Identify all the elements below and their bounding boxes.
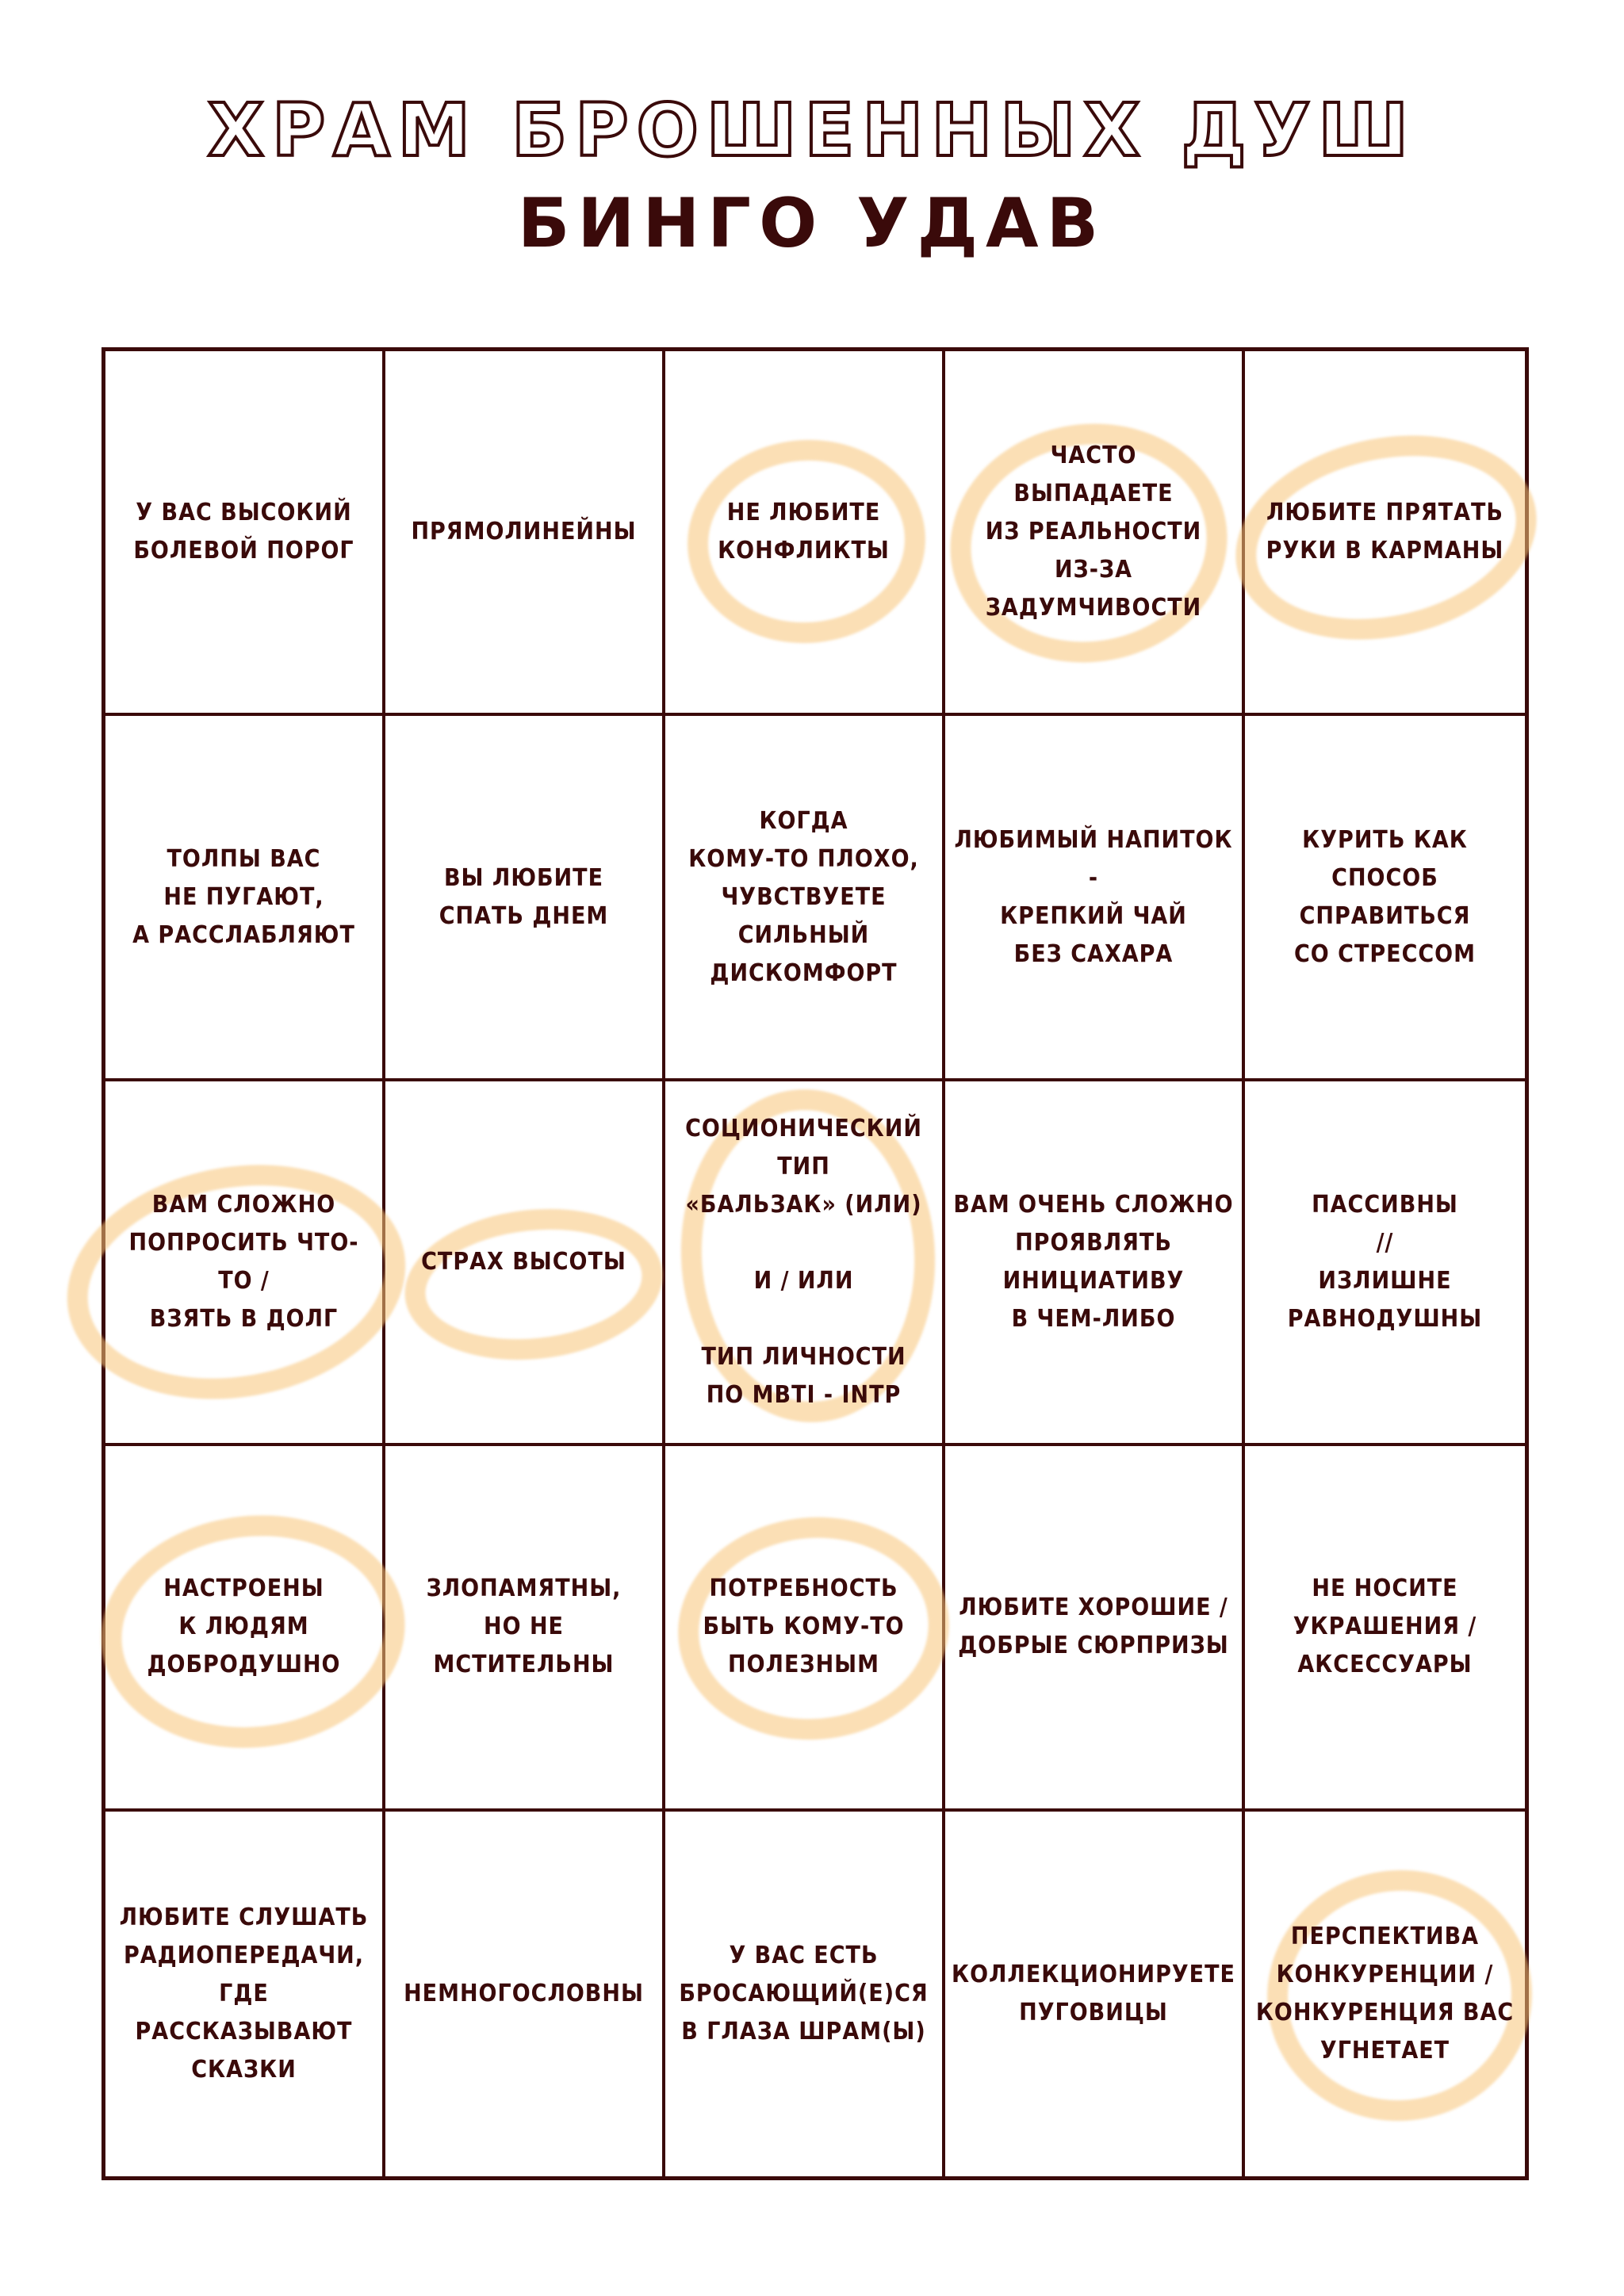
bingo-cell[interactable] <box>945 1446 1245 1811</box>
bingo-cell-label: ЧАСТО ВЫПАДАЕТЕ ИЗ РЕАЛЬНОСТИ ИЗ-ЗА ЗАДУМЧИВОСТИ <box>985 442 1202 622</box>
bingo-cell[interactable] <box>105 1446 385 1811</box>
bingo-cell[interactable] <box>665 716 945 1081</box>
bingo-cell-label: ВАМ СЛОЖНО ПОПРОСИТЬ ЧТО-ТО / ВЗЯТЬ В ДОЛГ <box>128 1190 359 1333</box>
page-subtitle: БИНГО УДАВ <box>517 184 1107 263</box>
bingo-cell[interactable] <box>1245 1812 1525 2176</box>
bingo-cell[interactable] <box>665 1812 945 2176</box>
bingo-cell[interactable] <box>1245 351 1525 716</box>
bingo-cell[interactable] <box>945 351 1245 716</box>
bingo-cell-label: ПОТРЕБНОСТЬ БЫТЬ КОМУ-ТО ПОЛЕЗНЫМ <box>703 1575 905 1679</box>
bingo-cell-label: НЕ НОСИТЕ УКРАШЕНИЯ / АКСЕССУАРЫ <box>1293 1575 1477 1679</box>
bingo-cell-label: ЛЮБИМЫЙ НАПИТОК - КРЕПКИЙ ЧАЙ БЕЗ САХАРА <box>954 825 1233 968</box>
bingo-cell-label: ЛЮБИТЕ СЛУШАТЬ РАДИОПЕРЕДАЧИ, ГДЕ РАССКАЗЫВАЮТ СКАЗКИ <box>119 1903 369 2084</box>
bingo-cell-label: ВЫ ЛЮБИТЕ СПАТЬ ДНЕМ <box>439 863 609 930</box>
bingo-cell[interactable] <box>385 1812 665 2176</box>
bingo-cell-label: КОГДА КОМУ-ТО ПЛОХО, ЧУВСТВУЕТЕ СИЛЬНЫЙ ДИСКОМФОРТ <box>688 806 919 987</box>
bingo-cell[interactable] <box>385 351 665 716</box>
bingo-cell-label: ПЕРСПЕКТИВА КОНКУРЕНЦИИ / КОНКУРЕНЦИЯ ВАС УГНЕТАЕТ <box>1255 1922 1515 2064</box>
bingo-cell[interactable] <box>1245 716 1525 1081</box>
bingo-cell-label: ПРЯМОЛИНЕЙНЫ <box>411 518 637 546</box>
bingo-cell[interactable] <box>945 1812 1245 2176</box>
bingo-cell-label: ЛЮБИТЕ ПРЯТАТЬ РУКИ В КАРМАНЫ <box>1266 499 1504 565</box>
bingo-cell-label: ЛЮБИТЕ ХОРОШИЕ / ДОБРЫЕ СЮРПРИЗЫ <box>958 1594 1229 1660</box>
bingo-cell[interactable] <box>665 351 945 716</box>
bingo-cell-label: ВАМ ОЧЕНЬ СЛОЖНО ПРОЯВЛЯТЬ ИНИЦИАТИВУ В ЧЕМ-ЛИБО <box>953 1190 1234 1333</box>
bingo-cell[interactable] <box>105 1081 385 1446</box>
bingo-cell[interactable] <box>105 351 385 716</box>
bingo-cell[interactable] <box>945 1081 1245 1446</box>
bingo-cell[interactable] <box>945 716 1245 1081</box>
bingo-cell-label: У ВАС ЕСТЬ БРОСАЮЩИЙ(Е)СЯ В ГЛАЗА ШРАМ(Ы) <box>679 1941 929 2045</box>
bingo-cell-label: ТОЛПЫ ВАС НЕ ПУГАЮТ, А РАССЛАБЛЯЮТ <box>132 844 355 949</box>
page-title: ХРАМ БРОШЕННЫХ ДУШ <box>207 88 1417 173</box>
bingo-cell[interactable] <box>105 716 385 1081</box>
bingo-cell-label: НЕ ЛЮБИТЕ КОНФЛИКТЫ <box>718 499 890 565</box>
marker-circle <box>397 1196 670 1372</box>
bingo-cell-label: СОЦИОНИЧЕСКИЙ ТИП «БАЛЬЗАК» (ИЛИ) И / ИЛИ ТИП ЛИЧНОСТИ ПО MBTI - INTP <box>685 1114 922 1409</box>
bingo-cell-label: У ВАС ВЫСОКИЙ БОЛЕВОЙ ПОРОГ <box>133 499 354 565</box>
bingo-cell[interactable] <box>1245 1081 1525 1446</box>
bingo-cell[interactable] <box>385 1446 665 1811</box>
bingo-board <box>102 347 1529 2180</box>
bingo-cell[interactable] <box>1245 1446 1525 1811</box>
bingo-cell-label: НАСТРОЕНЫ К ЛЮДЯМ ДОБРОДУШНО <box>147 1575 341 1679</box>
bingo-cell-label: ЗЛОПАМЯТНЫ, НО НЕ МСТИТЕЛЬНЫ <box>426 1575 622 1679</box>
bingo-cell[interactable] <box>105 1812 385 2176</box>
bingo-cell[interactable] <box>665 1081 945 1446</box>
bingo-cell-label: ПАССИВНЫ // ИЗЛИШНЕ РАВНОДУШНЫ <box>1287 1190 1483 1333</box>
bingo-cell-label: НЕМНОГОСЛОВНЫ <box>404 1979 644 2007</box>
bingo-cell[interactable] <box>665 1446 945 1811</box>
bingo-cell[interactable] <box>385 1081 665 1446</box>
bingo-cell-label: КОЛЛЕКЦИОНИРУЕТЕ ПУГОВИЦЫ <box>952 1960 1235 2026</box>
bingo-cell-label: КУРИТЬ КАК СПОСОБ СПРАВИТЬСЯ СО СТРЕССОМ <box>1294 825 1476 968</box>
bingo-cell[interactable] <box>385 716 665 1081</box>
bingo-cell-label: СТРАХ ВЫСОТЫ <box>421 1247 626 1276</box>
